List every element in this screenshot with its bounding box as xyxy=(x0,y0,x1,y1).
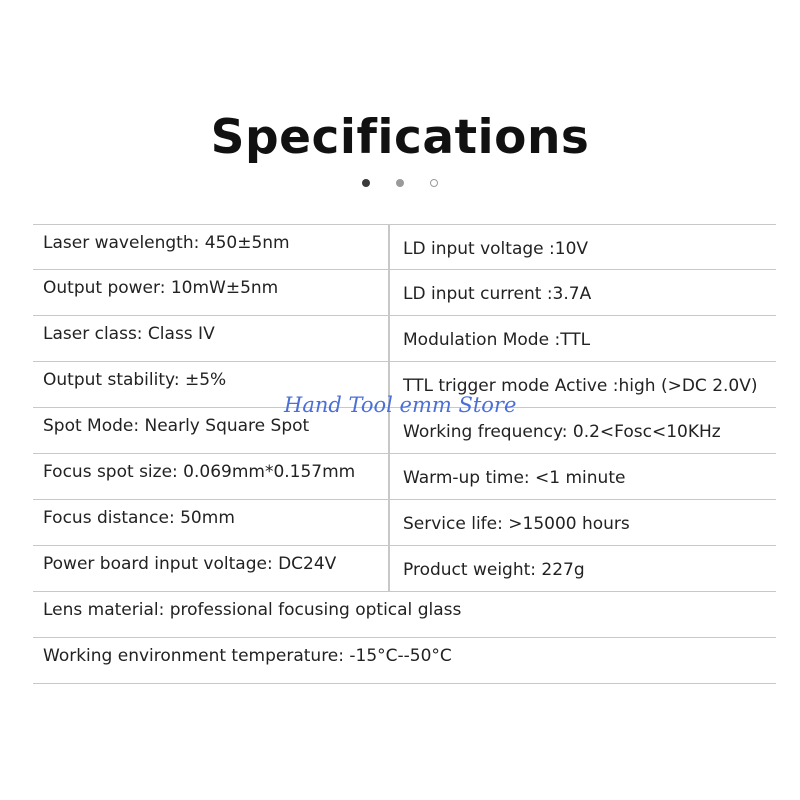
carousel-dot-3[interactable] xyxy=(430,179,438,187)
specifications-table xyxy=(33,224,776,684)
column-divider xyxy=(388,270,390,315)
spec-cell-right: Working frequency: 0.2<Fosc<10KHz xyxy=(403,422,721,442)
column-divider xyxy=(388,546,390,591)
carousel-dot-1[interactable] xyxy=(362,179,370,187)
spec-row xyxy=(33,224,776,270)
spec-row xyxy=(33,500,776,546)
spec-cell-right: LD input voltage :10V xyxy=(403,239,589,259)
column-divider xyxy=(388,225,390,269)
spec-cell-left: Focus spot size: 0.069mm*0.157mm xyxy=(43,462,356,482)
column-divider xyxy=(388,316,390,361)
spec-row-full xyxy=(33,592,776,638)
column-divider xyxy=(388,500,390,545)
spec-cell-right: LD input current :3.7A xyxy=(403,284,592,304)
carousel-indicator xyxy=(0,179,800,187)
spec-cell-right: Warm-up time: <1 minute xyxy=(403,468,626,488)
spec-cell-right: TTL trigger mode Active :high (>DC 2.0V) xyxy=(403,376,758,396)
spec-row xyxy=(33,546,776,592)
spec-row xyxy=(33,454,776,500)
spec-cell-right: Service life: >15000 hours xyxy=(403,514,630,534)
spec-cell-full: Working environment temperature: -15°C--50°C xyxy=(43,646,452,666)
store-watermark: Hand Tool emm Store xyxy=(284,393,517,417)
spec-cell-left: Output stability: ±5% xyxy=(43,370,227,390)
column-divider xyxy=(388,454,390,499)
spec-row-full xyxy=(33,638,776,684)
spec-cell-left: Laser class: Class IV xyxy=(43,324,215,344)
page-title: Specifications xyxy=(210,110,590,165)
spec-row xyxy=(33,270,776,316)
spec-row xyxy=(33,316,776,362)
spec-cell-full: Lens material: professional focusing optical glass xyxy=(43,600,462,620)
spec-cell-left: Focus distance: 50mm xyxy=(43,508,235,528)
spec-cell-left: Spot Mode: Nearly Square Spot xyxy=(43,416,310,436)
spec-cell-left: Output power: 10mW±5nm xyxy=(43,278,279,298)
spec-cell-left: Laser wavelength: 450±5nm xyxy=(43,233,290,253)
carousel-dot-2[interactable] xyxy=(396,179,404,187)
spec-cell-right: Product weight: 227g xyxy=(403,560,585,580)
spec-cell-right: Modulation Mode :TTL xyxy=(403,330,591,350)
spec-cell-left: Power board input voltage: DC24V xyxy=(43,554,337,574)
